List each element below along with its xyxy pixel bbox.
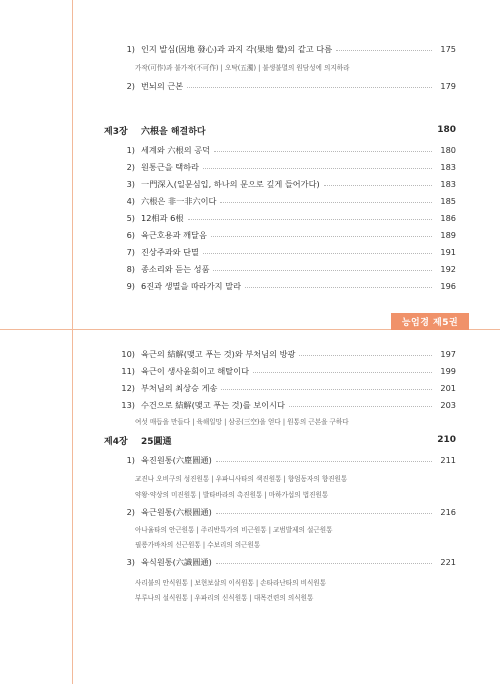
entry-number: 9): [126, 281, 135, 291]
entry-number: 2): [126, 81, 135, 91]
entry-page: 199: [440, 366, 456, 376]
toc-entry[interactable]: [104, 453, 456, 467]
entry-title: 세계와 六根의 공덕: [141, 144, 211, 155]
entry-number: 5): [126, 213, 135, 223]
entry-subtopics: 여섯 매듭을 만들다 | 육해일망 | 삼공(三空)을 얻다 | 원통의 근본을 구하다: [135, 418, 349, 426]
entry-page: 185: [440, 196, 456, 206]
dot-leader: [213, 270, 432, 271]
entry-title: 육근의 結解(맺고 푸는 것)와 부처님의 방광: [141, 348, 296, 359]
entry-title: 진상주과와 단멸: [141, 246, 199, 257]
entry-number: 6): [126, 230, 135, 240]
toc-entry[interactable]: [104, 211, 456, 225]
entry-page: 189: [440, 230, 456, 240]
chapter-heading[interactable]: [104, 123, 456, 137]
toc-entry[interactable]: [104, 79, 456, 93]
chapter-page: 210: [437, 435, 456, 445]
dot-leader: [203, 253, 432, 254]
chapter-title: 六根을 해결하다: [141, 126, 206, 137]
entry-number: 2): [126, 162, 135, 172]
entry-title: 육식원통(六識圓通): [141, 556, 212, 567]
entry-page: 186: [440, 213, 456, 223]
volume-tag: 능엄경 제5권: [391, 313, 469, 330]
toc-entry[interactable]: [104, 160, 456, 174]
dot-leader: [216, 563, 432, 564]
entry-number: 4): [126, 196, 135, 206]
toc-entry[interactable]: [104, 143, 456, 157]
entry-page: 183: [440, 179, 456, 189]
entry-title: 원통근을 택하라: [141, 161, 199, 172]
entry-title: 육근원통(六根圓通): [141, 506, 212, 517]
toc-entry[interactable]: [104, 42, 456, 56]
chapter-label: 제3장: [104, 126, 128, 137]
entry-page: 216: [440, 507, 456, 517]
toc-entry[interactable]: [104, 505, 456, 519]
dot-leader: [188, 219, 432, 220]
entry-title: 번뇌의 근본: [141, 80, 184, 91]
entry-subtopics: 약왕·약상의 미진원통 | 발타바라의 촉진원통 | 마하가섭의 법진원통: [135, 491, 329, 499]
dot-leader: [253, 372, 432, 373]
dot-leader: [216, 461, 432, 462]
entry-subtopics: 필릉가바차의 신근원통 | 수보리의 의근원통: [135, 541, 261, 549]
dot-leader: [289, 406, 432, 407]
entry-number: 3): [126, 557, 135, 567]
entry-title: 6진과 생멸을 따라가지 말라: [141, 280, 242, 291]
entry-page: 183: [440, 162, 456, 172]
entry-subtopics: 아나율타의 안근원통 | 주리반특가의 비근원통 | 교범발제의 설근원통: [135, 526, 333, 534]
dot-leader: [187, 87, 432, 88]
vertical-margin-line: [72, 0, 73, 684]
chapter-page: 180: [437, 125, 456, 135]
entry-page: 180: [440, 145, 456, 155]
chapter-title: 25圓通: [141, 436, 172, 447]
toc-entry[interactable]: [104, 262, 456, 276]
entry-title: 육근이 생사윤회이고 해탈이다: [141, 365, 250, 376]
entry-number: 13): [121, 400, 135, 410]
toc-entry[interactable]: [104, 177, 456, 191]
entry-number: 1): [126, 44, 135, 54]
entry-number: 1): [126, 145, 135, 155]
entry-number: 2): [126, 507, 135, 517]
toc-entry[interactable]: [104, 194, 456, 208]
entry-page: 192: [440, 264, 456, 274]
entry-page: 211: [440, 455, 456, 465]
entry-page: 197: [440, 349, 456, 359]
entry-number: 11): [121, 366, 135, 376]
dot-leader: [299, 355, 432, 356]
chapter-label: 제4장: [104, 436, 128, 447]
dot-leader: [214, 151, 432, 152]
entry-title: 一門深入(일문심입, 하나의 문으로 깊게 들어가다): [141, 178, 320, 189]
toc-entry[interactable]: [104, 347, 456, 361]
dot-leader: [245, 287, 432, 288]
entry-number: 10): [121, 349, 135, 359]
toc-entry[interactable]: [104, 555, 456, 569]
entry-title: 六根은 非一非六이다: [141, 195, 217, 206]
entry-number: 7): [126, 247, 135, 257]
entry-number: 1): [126, 455, 135, 465]
chapter-heading[interactable]: [104, 433, 456, 447]
entry-title: 12相과 6根: [141, 212, 184, 223]
toc-entry[interactable]: [104, 245, 456, 259]
entry-number: 12): [121, 383, 135, 393]
entry-subtopics: 가작(可作)과 불가작(不可作) | 오탁(五濁) | 불생불멸의 원담성에 의지하라: [135, 64, 350, 72]
dot-leader: [211, 236, 432, 237]
entry-title: 종소리와 듣는 성품: [141, 263, 210, 274]
toc-entry[interactable]: [104, 364, 456, 378]
dot-leader: [216, 513, 432, 514]
entry-subtopics: 교진나 오비구의 성진원통 | 우파니사타의 색진원통 | 향엄동자의 향진원통: [135, 475, 348, 483]
dot-leader: [220, 202, 432, 203]
entry-page: 203: [440, 400, 456, 410]
entry-page: 191: [440, 247, 456, 257]
entry-title: 인지 발심(因地 發心)과 과지 각(果地 覺)의 같고 다름: [141, 43, 333, 54]
entry-title: 수건으로 結解(맺고 푸는 것)를 보이시다: [141, 399, 285, 410]
entry-number: 8): [126, 264, 135, 274]
toc-entry[interactable]: [104, 228, 456, 242]
entry-page: 221: [440, 557, 456, 567]
dot-leader: [324, 185, 432, 186]
entry-page: 196: [440, 281, 456, 291]
dot-leader: [221, 389, 432, 390]
toc-entry[interactable]: [104, 279, 456, 293]
toc-entry[interactable]: [104, 398, 456, 412]
entry-page: 175: [440, 44, 456, 54]
entry-page: 179: [440, 81, 456, 91]
entry-subtopics: 부루나의 설식원통 | 우파리의 신식원통 | 대목건련의 의식원통: [135, 594, 314, 602]
dot-leader: [336, 50, 432, 51]
entry-page: 201: [440, 383, 456, 393]
toc-entry[interactable]: [104, 381, 456, 395]
entry-subtopics: 사리불의 안식원통 | 보현보살의 이식원통 | 손타라난타의 비식원통: [135, 579, 327, 587]
entry-title: 육진원통(六塵圓通): [141, 454, 212, 465]
dot-leader: [203, 168, 432, 169]
entry-title: 육근호용과 깨달음: [141, 229, 207, 240]
entry-number: 3): [126, 179, 135, 189]
entry-title: 부처님의 최상승 게송: [141, 382, 218, 393]
